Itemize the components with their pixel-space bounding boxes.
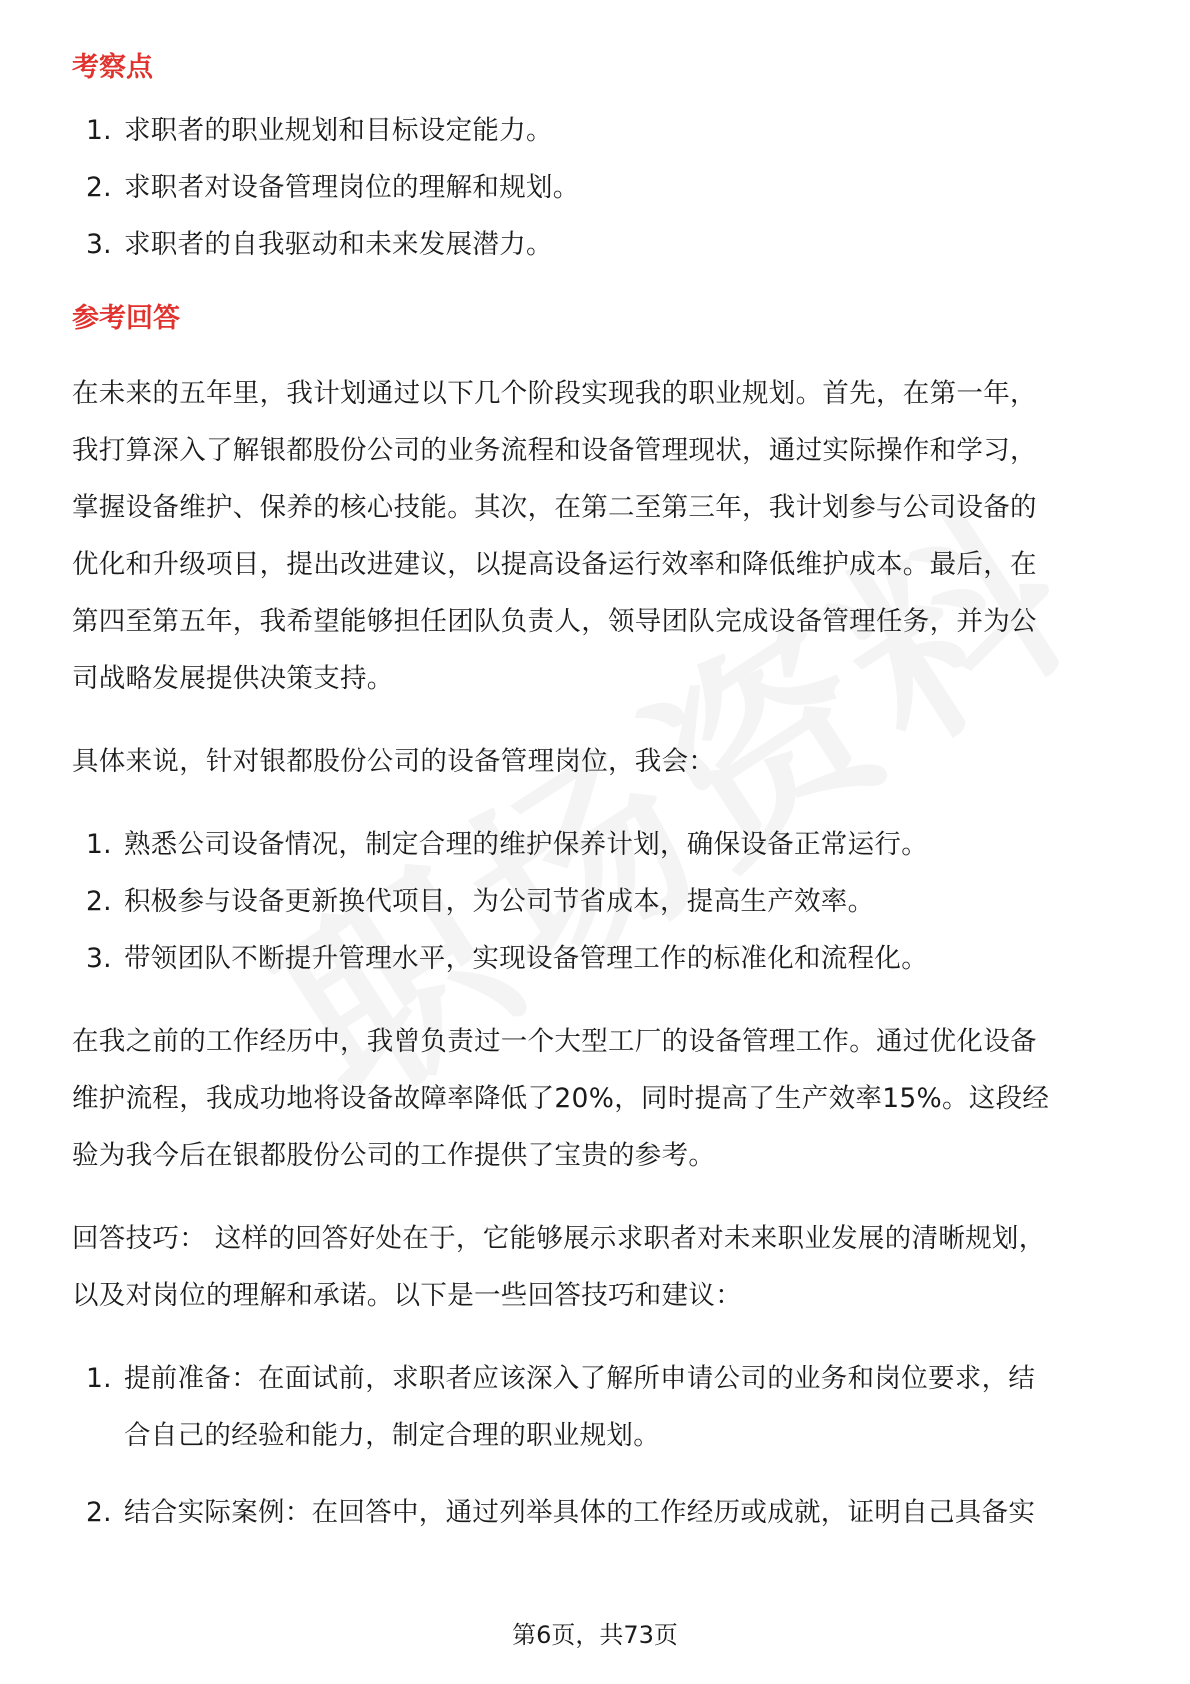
list-item-text: 求职者对设备管理岗位的理解和规划。 (124, 172, 580, 203)
list-item (72, 159, 1118, 216)
list-item-text: 积极参与设备更新换代项目，为公司节省成本，提高生产效率。 (124, 886, 875, 917)
answer-paragraph-2: 具体来说，针对银都股份公司的设备管理岗位，我会： (72, 746, 716, 777)
answer-paragraph-3 (72, 1013, 1118, 1184)
list-item (72, 102, 1118, 159)
list-item-text: 求职者的自我驱动和未来发展潜力。 (124, 229, 553, 260)
paragraph-line: 在未来的五年里，我计划通过以下几个阶段实现我的职业规划。首先，在第一年， (72, 378, 1037, 409)
paragraph-line: 掌握设备维护、保养的核心技能。其次，在第二至第三年，我计划参与公司设备的 (72, 492, 1037, 523)
answer-tips-paragraph (72, 1210, 1118, 1324)
paragraph-line: 司战略发展提供决策支持。 (72, 663, 394, 694)
list-item-line: 提前准备：在面试前，求职者应该深入了解所申请公司的业务和岗位要求，结 (124, 1363, 1036, 1394)
paragraph-line: 维护流程，我成功地将设备故障率降低了20%，同时提高了生产效率15%。这段经 (72, 1083, 1050, 1114)
list-number: 1. (86, 829, 112, 860)
list-number: 2. (86, 172, 112, 203)
answer-paragraph-1 (72, 365, 1118, 707)
list-item (72, 216, 1118, 273)
page-number: 第6页，共73页 (512, 1621, 678, 1649)
list-item-text: 求职者的职业规划和目标设定能力。 (124, 115, 553, 146)
paragraph-line: 第四至第五年，我希望能够担任团队负责人，领导团队完成设备管理任务，并为公 (72, 606, 1037, 637)
plan-list (72, 816, 1118, 987)
list-number: 1. (86, 115, 112, 146)
list-item (72, 1350, 1118, 1464)
paragraph-line: 我打算深入了解银都股份公司的业务流程和设备管理现状，通过实际操作和学习， (72, 435, 1037, 466)
paragraph-line: 以及对岗位的理解和承诺。以下是一些回答技巧和建议： (72, 1280, 742, 1311)
list-item-line: 合自己的经验和能力，制定合理的职业规划。 (124, 1420, 660, 1451)
paragraph-line: 在我之前的工作经历中，我曾负责过一个大型工厂的设备管理工作。通过优化设备 (72, 1026, 1037, 1057)
list-item-text: 熟悉公司设备情况，制定合理的维护保养计划，确保设备正常运行。 (124, 829, 928, 860)
document-page (72, 40, 1118, 1541)
list-item-text: 带领团队不断提升管理水平，实现设备管理工作的标准化和流程化。 (124, 943, 928, 974)
list-number: 2. (86, 886, 112, 917)
paragraph-line: 优化和升级项目，提出改进建议，以提高设备运行效率和降低维护成本。最后，在 (72, 549, 1037, 580)
list-number: 1. (86, 1363, 112, 1394)
list-item (72, 1484, 1118, 1541)
section-heading-answer: 参考回答 (72, 303, 180, 334)
list-number: 3. (86, 943, 112, 974)
list-item-line: 结合实际案例：在回答中，通过列举具体的工作经历或成就，证明自己具备实 (124, 1497, 1036, 1528)
focus-list (72, 102, 1118, 273)
list-item (72, 873, 1118, 930)
paragraph-line: 验为我今后在银都股份公司的工作提供了宝贵的参考。 (72, 1140, 716, 1171)
tips-list (72, 1350, 1118, 1541)
paragraph-line: 回答技巧： 这样的回答好处在于，它能够展示求职者对未来职业发展的清晰规划， (72, 1223, 1046, 1254)
list-item (72, 930, 1118, 987)
section-heading-focus: 考察点 (72, 52, 153, 83)
list-number: 2. (86, 1497, 112, 1528)
list-number: 3. (86, 229, 112, 260)
list-item (72, 816, 1118, 873)
